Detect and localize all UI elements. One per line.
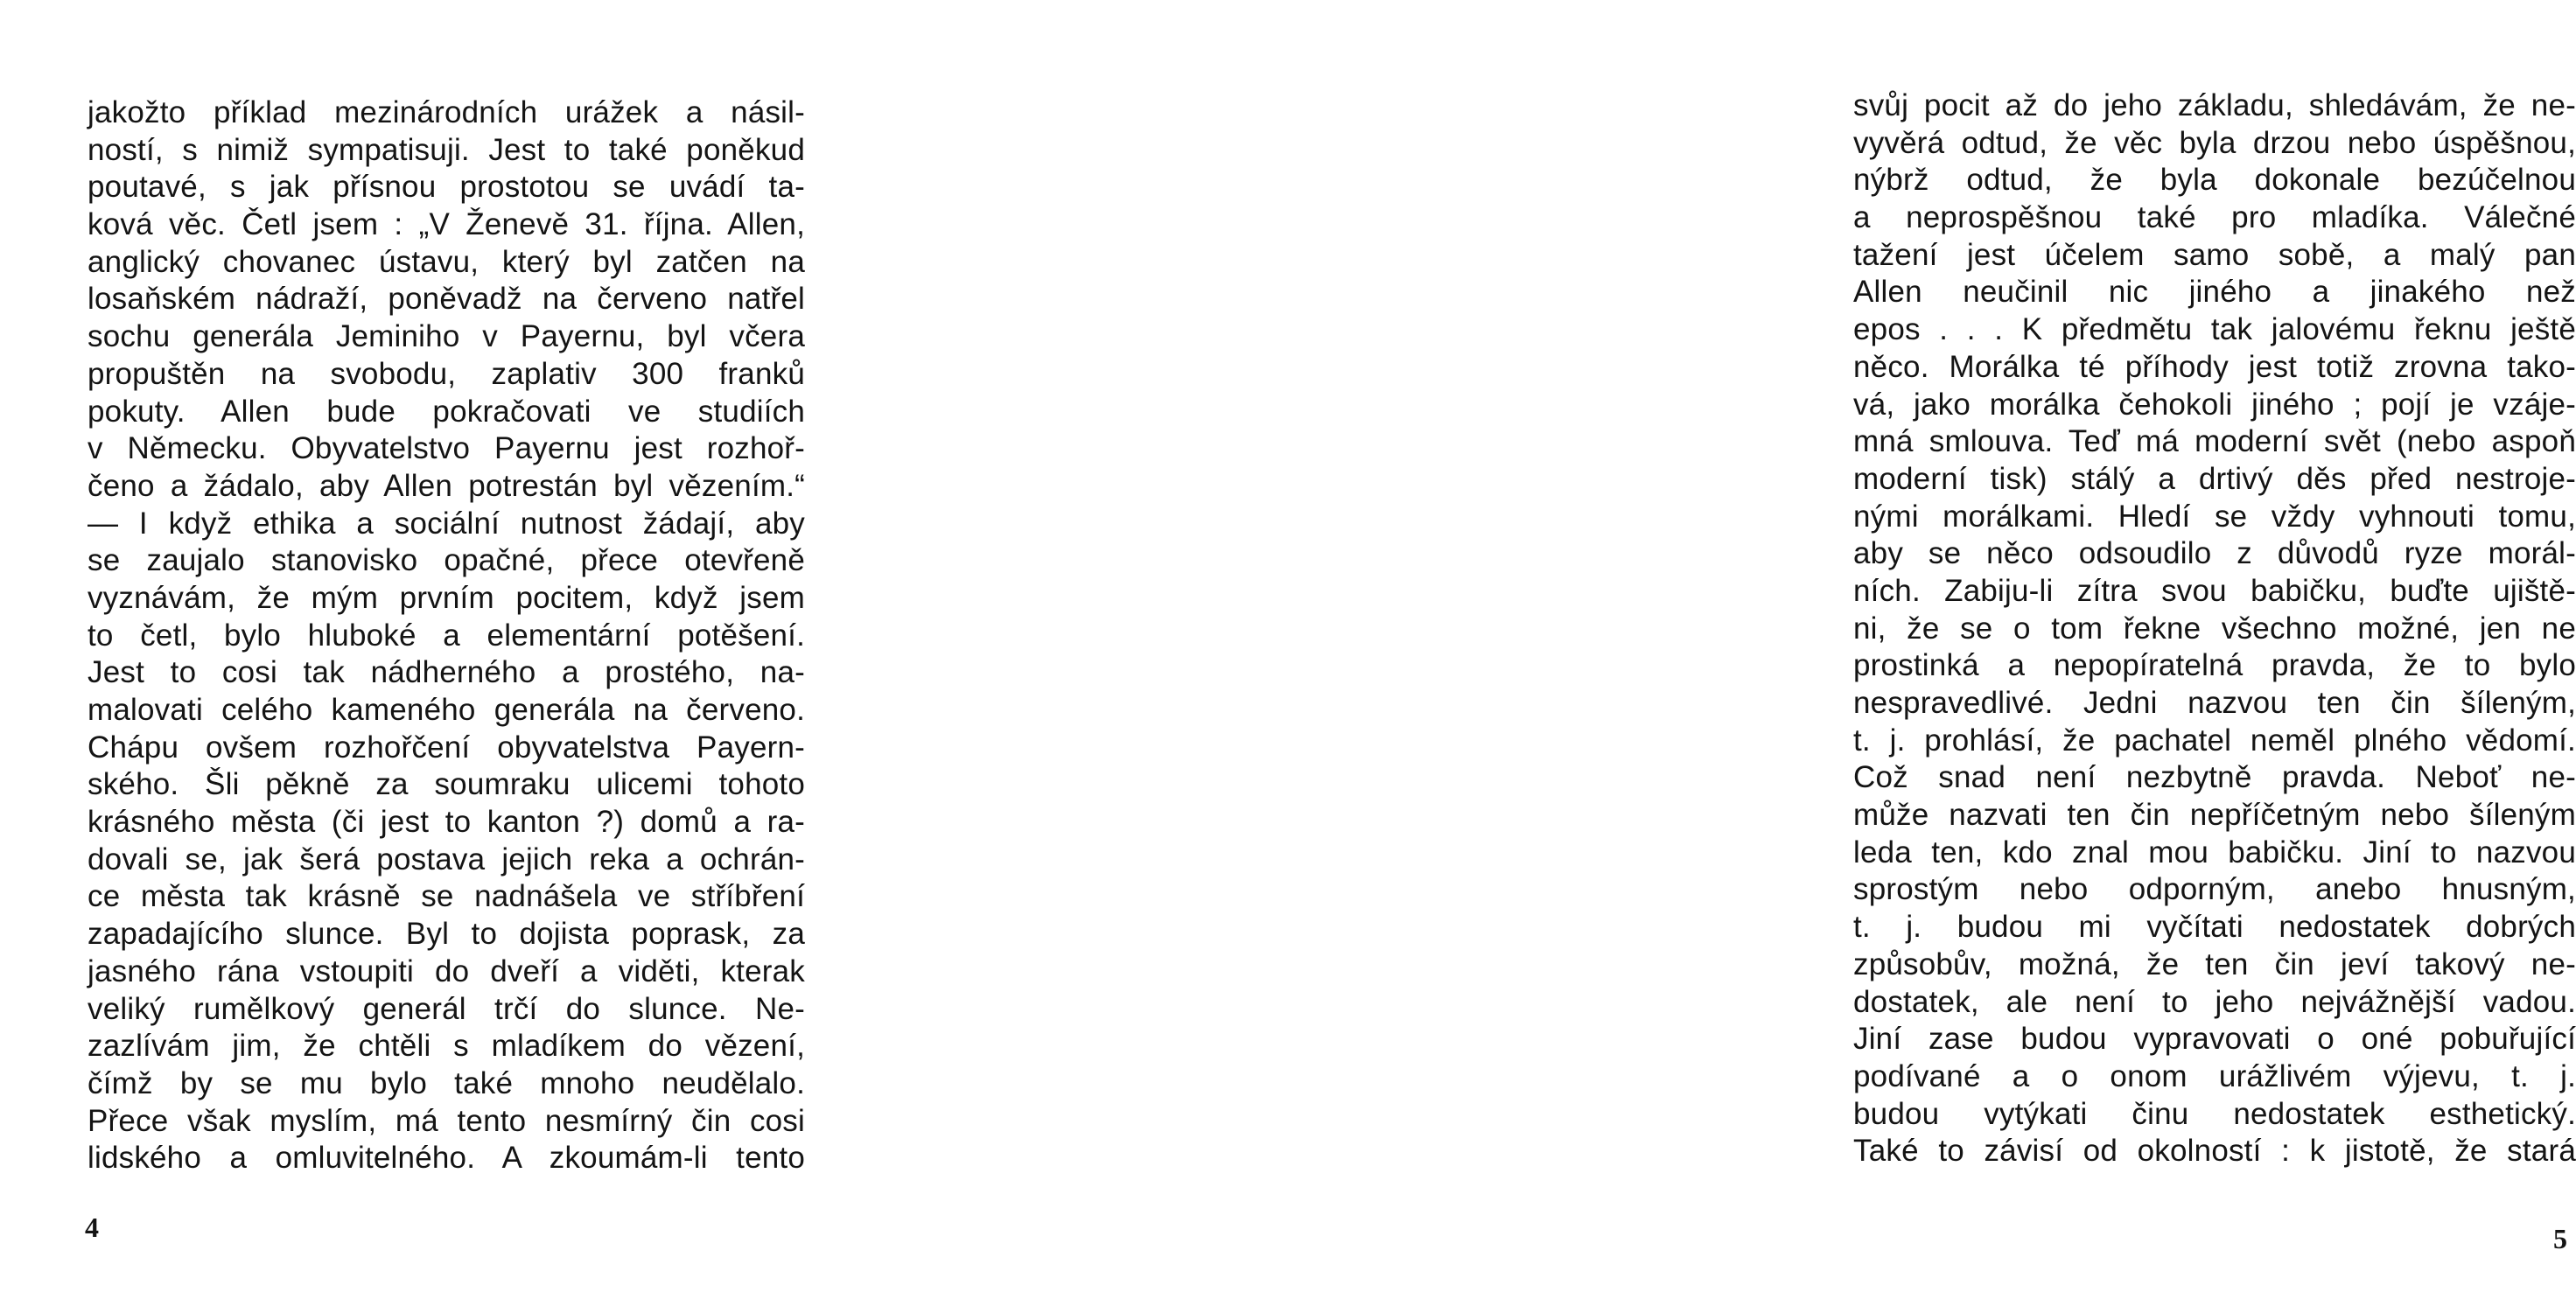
text-line: může nazvati ten čin nepříčetným nebo šíleným	[1853, 798, 2576, 833]
text-line: mná smlouva. Teď má moderní svět (nebo aspoň	[1853, 424, 2576, 459]
text-line: poutavé, s jak přísnou prostotou se uvádí ta-	[88, 170, 805, 205]
text-line: vyvěrá odtud, že věc byla drzou nebo úspěšnou,	[1853, 125, 2576, 160]
text-line: sochu generála Jeminiho v Payernu, byl včera	[88, 319, 805, 354]
text-line: Také to závisí od okolností : k jistotě, že stará	[1853, 1134, 2576, 1169]
text-line: podívané a o onom urážlivém výjevu, t. j.	[1853, 1058, 2576, 1093]
text-line: t. j. budou mi vyčítati nedostatek dobrých	[1853, 910, 2576, 945]
text-line: jakožto příklad mezinárodních urážek a násil-	[88, 95, 805, 129]
text-line: vyznávám, že mým prvním pocitem, když jsem	[88, 580, 805, 615]
text-line: leda ten, kdo znal mou babičku. Jiní to nazvou	[1853, 835, 2576, 870]
text-line: se zaujalo stanovisko opačné, přece otevřeně	[88, 543, 805, 578]
text-line: ce města tak krásně se nadnášela ve stříbření	[88, 879, 805, 914]
text-line: ních. Zabiju-li zítra svou babičku, buďte ujiště-	[1853, 573, 2576, 608]
text-line: epos . . . K předmětu tak jalovému řeknu ještě	[1853, 312, 2576, 347]
text-line: tažení jest účelem samo sobě, a malý pan	[1853, 237, 2576, 272]
text-line: v Německu. Obyvatelstvo Payernu jest rozhoř-	[88, 431, 805, 466]
right-page	[882, 0, 2576, 1313]
left-text-column	[88, 94, 805, 1177]
text-line: čeno a žádalo, aby Allen potrestán byl vězením.“	[88, 468, 805, 503]
text-line: jasného rána vstoupiti do dveří a viděti, kterak	[88, 953, 805, 988]
text-line: anglický chovanec ústavu, který byl zatčen na	[88, 244, 805, 279]
page-number-left: 4	[85, 1212, 99, 1243]
text-line: to četl, bylo hluboké a elementární potěšení.	[88, 618, 805, 653]
text-line: nými morálkami. Hledí se vždy vyhnouti tomu,	[1853, 499, 2576, 534]
page-number-right: 5	[2553, 1223, 2567, 1254]
text-line: a neprospěšnou také pro mladíka. Válečné	[1853, 200, 2576, 235]
text-line: lidského a omluvitelného. A zkoumám-li tento	[88, 1141, 805, 1176]
text-line: Allen neučinil nic jiného a jinakého než	[1853, 275, 2576, 310]
text-line: nýbrž odtud, že byla dokonale bezúčelnou	[1853, 163, 2576, 198]
text-line: zazlívám jim, že chtěli s mladíkem do vězení,	[88, 1029, 805, 1064]
text-line: dostatek, ale není to jeho nejvážnější vadou.	[1853, 984, 2576, 1019]
text-line: něco. Morálka té příhody jest totiž zrovna tako-	[1853, 349, 2576, 384]
text-line: nespravedlivé. Jedni nazvou ten čin šíleným,	[1853, 686, 2576, 720]
text-line: malovati celého kameného generála na červeno.	[88, 693, 805, 727]
text-line: pokuty. Allen bude pokračovati ve studiích	[88, 394, 805, 429]
text-line: svůj pocit až do jeho základu, shledávám, že ne-	[1853, 88, 2576, 122]
right-text-column	[1853, 87, 2576, 1170]
text-line: krásného města (či jest to kanton ?) domů a ra-	[88, 805, 805, 840]
text-line: ni, že se o tom řekne všechno možné, jen ne	[1853, 611, 2576, 646]
text-line: dovali se, jak šerá postava jejich reka a ochrán-	[88, 842, 805, 876]
text-line: ností, s nimiž sympatisuji. Jest to také poněkud	[88, 132, 805, 167]
text-line: čímž by se mu bylo také mnoho neudělalo.	[88, 1065, 805, 1100]
text-line: vá, jako morálka čehokoli jiného ; pojí je vzáje-	[1853, 387, 2576, 422]
text-line: propuštěn na svobodu, zaplativ 300 franků	[88, 356, 805, 391]
text-line: aby se něco odsoudilo z důvodů ryze morál-	[1853, 536, 2576, 571]
text-line: moderní tisk) stálý a drtivý děs před nestroje-	[1853, 461, 2576, 496]
text-line: Chápu ovšem rozhořčení obyvatelstva Payern-	[88, 730, 805, 765]
text-line: prostinká a nepopíratelná pravda, že to bylo	[1853, 648, 2576, 683]
text-line: sprostým nebo odporným, anebo hnusným,	[1853, 872, 2576, 907]
text-line: způsobův, možná, že ten čin jeví takový ne-	[1853, 946, 2576, 981]
text-line: veliký rumělkový generál trčí do slunce. Ne-	[88, 991, 805, 1026]
text-line: zapadajícího slunce. Byl to dojista poprask, za	[88, 917, 805, 952]
text-line: ského. Šli pěkně za soumraku ulicemi tohoto	[88, 767, 805, 802]
text-line: t. j. prohlásí, že pachatel neměl plného vědomí.	[1853, 723, 2576, 758]
text-line: Jest to cosi tak nádherného a prostého, na-	[88, 655, 805, 690]
text-line: ková věc. Četl jsem : „V Ženevě 31. října. Allen,	[88, 207, 805, 242]
text-line: — I když ethika a sociální nutnost žádají, aby	[88, 506, 805, 541]
text-line: budou vytýkati činu nedostatek esthetický.	[1853, 1096, 2576, 1131]
text-line: Jiní zase budou vypravovati o oné pobuřující	[1853, 1022, 2576, 1057]
text-line: Přece však myslím, má tento nesmírný čin cosi	[88, 1103, 805, 1138]
text-line: Což snad není nezbytně pravda. Neboť ne-	[1853, 760, 2576, 795]
left-page	[0, 0, 882, 1313]
text-line: losaňském nádraží, poněvadž na červeno natřel	[88, 282, 805, 317]
